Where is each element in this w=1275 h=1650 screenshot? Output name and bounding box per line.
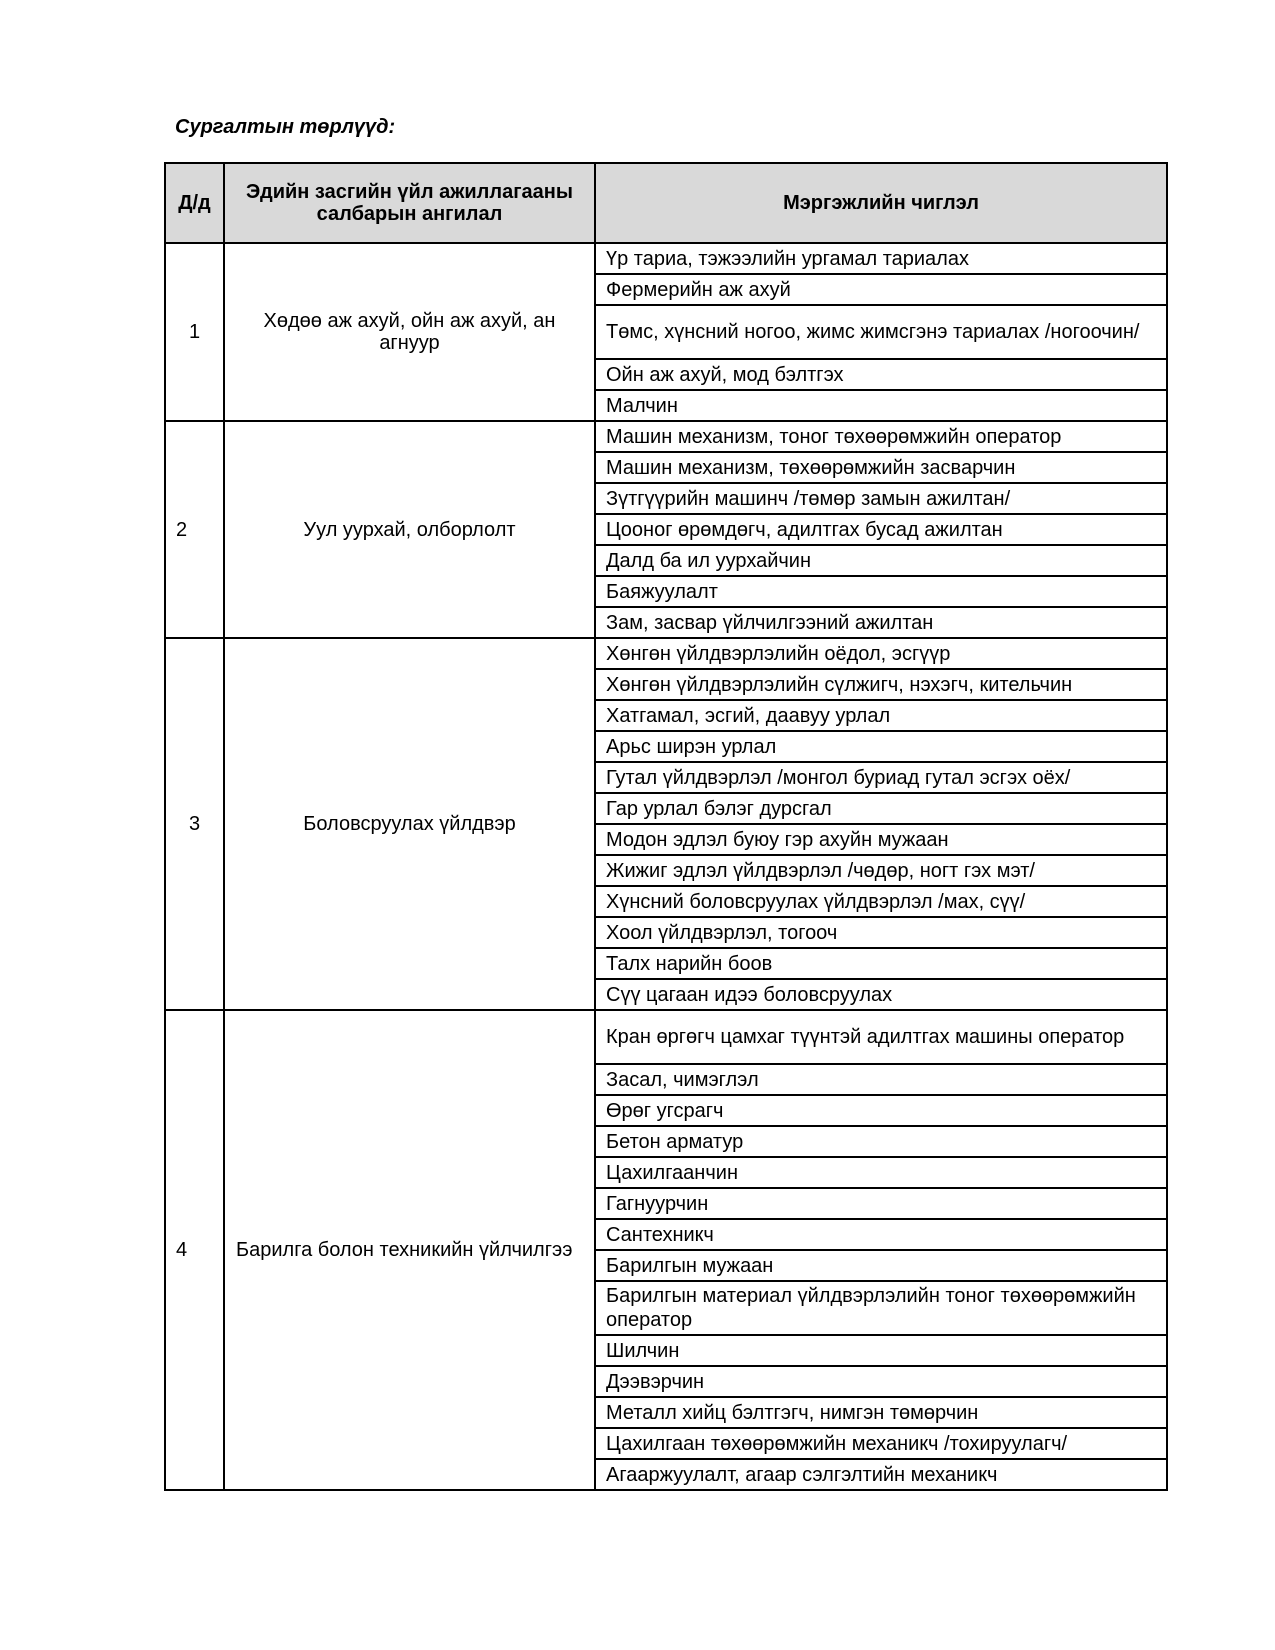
- specialty-cell: Засал, чимэглэл: [595, 1064, 1167, 1095]
- specialty-cell: Шилчин: [595, 1335, 1167, 1366]
- group-number: 4: [165, 1010, 224, 1490]
- specialty-cell: Хүнсний боловсруулах үйлдвэрлэл /мах, сүү/: [595, 886, 1167, 917]
- specialty-cell: Машин механизм, төхөөрөмжийн засварчин: [595, 452, 1167, 483]
- specialty-cell: Металл хийц бэлтгэгч, нимгэн төмөрчин: [595, 1397, 1167, 1428]
- specialty-cell: Цооног өрөмдөгч, адилтгах бусад ажилтан: [595, 514, 1167, 545]
- specialty-cell: Хоол үйлдвэрлэл, тогооч: [595, 917, 1167, 948]
- specialty-cell: Бетон арматур: [595, 1126, 1167, 1157]
- header-specialty: Мэргэжлийн чиглэл: [595, 163, 1167, 243]
- specialty-cell: Төмс, хүнсний ногоо, жимс жимсгэнэ тариалах /ногоочин/: [595, 305, 1167, 359]
- specialty-cell: Малчин: [595, 390, 1167, 421]
- specialty-cell: Өрөг угсрагч: [595, 1095, 1167, 1126]
- specialty-cell: Агааржуулалт, агаар сэлгэлтийн механикч: [595, 1459, 1167, 1490]
- specialty-cell: Сүү цагаан идээ боловсруулах: [595, 979, 1167, 1010]
- specialty-cell: Цахилгаанчин: [595, 1157, 1167, 1188]
- specialty-cell: Барилгын материал үйлдвэрлэлийн тоног төхөөрөмжийн оператор: [595, 1281, 1167, 1335]
- specialty-cell: Модон эдлэл буюу гэр ахуйн мужаан: [595, 824, 1167, 855]
- group-sector: Барилга болон техникийн үйлчилгээ: [224, 1010, 595, 1490]
- group-number: 3: [165, 638, 224, 1010]
- specialty-cell: Гар урлал бэлэг дурсгал: [595, 793, 1167, 824]
- specialty-cell: Баяжуулалт: [595, 576, 1167, 607]
- training-types-table: [164, 162, 1168, 1491]
- specialty-cell: Зам, засвар үйлчилгээний ажилтан: [595, 607, 1167, 638]
- specialty-cell: Далд ба ил уурхайчин: [595, 545, 1167, 576]
- table-row: [165, 243, 1167, 274]
- group-sector: Хөдөө аж ахуй, ойн аж ахуй, ан агнуур: [224, 243, 595, 421]
- specialty-cell: Сантехникч: [595, 1219, 1167, 1250]
- specialty-cell: Кран өргөгч цамхаг түүнтэй адилтгах машины оператор: [595, 1010, 1167, 1064]
- table-header-row: [165, 163, 1167, 243]
- specialty-cell: Арьс ширэн урлал: [595, 731, 1167, 762]
- specialty-cell: Гагнуурчин: [595, 1188, 1167, 1219]
- specialty-cell: Дээвэрчин: [595, 1366, 1167, 1397]
- specialty-cell: Фермерийн аж ахуй: [595, 274, 1167, 305]
- specialty-cell: Машин механизм, тоног төхөөрөмжийн оператор: [595, 421, 1167, 452]
- group-sector: Боловсруулах үйлдвэр: [224, 638, 595, 1010]
- document-title: Сургалтын төрлүүд:: [175, 116, 396, 138]
- specialty-cell: Жижиг эдлэл үйлдвэрлэл /чөдөр, ногт гэх мэт/: [595, 855, 1167, 886]
- specialty-cell: Хатгамал, эсгий, даавуу урлал: [595, 700, 1167, 731]
- table-row: [165, 638, 1167, 669]
- specialty-cell: Зүтгүүрийн машинч /төмөр замын ажилтан/: [595, 483, 1167, 514]
- table-row: [165, 421, 1167, 452]
- specialty-cell: Талх нарийн боов: [595, 948, 1167, 979]
- header-num: Д/д: [165, 163, 224, 243]
- group-number: 2: [165, 421, 224, 638]
- specialty-cell: Хөнгөн үйлдвэрлэлийн оёдол, эсгүүр: [595, 638, 1167, 669]
- specialty-cell: Цахилгаан төхөөрөмжийн механикч /тохируулагч/: [595, 1428, 1167, 1459]
- header-sector: Эдийн засгийн үйл ажиллагааны салбарын ангилал: [224, 163, 595, 243]
- group-number: 1: [165, 243, 224, 421]
- specialty-cell: Хөнгөн үйлдвэрлэлийн сүлжигч, нэхэгч, кительчин: [595, 669, 1167, 700]
- specialty-cell: Ойн аж ахуй, мод бэлтгэх: [595, 359, 1167, 390]
- specialty-cell: Үр тариа, тэжээлийн ургамал тариалах: [595, 243, 1167, 274]
- group-sector: Уул уурхай, олборлолт: [224, 421, 595, 638]
- specialty-cell: Гутал үйлдвэрлэл /монгол буриад гутал эсгэх оёх/: [595, 762, 1167, 793]
- table-row: [165, 1010, 1167, 1064]
- specialty-cell: Барилгын мужаан: [595, 1250, 1167, 1281]
